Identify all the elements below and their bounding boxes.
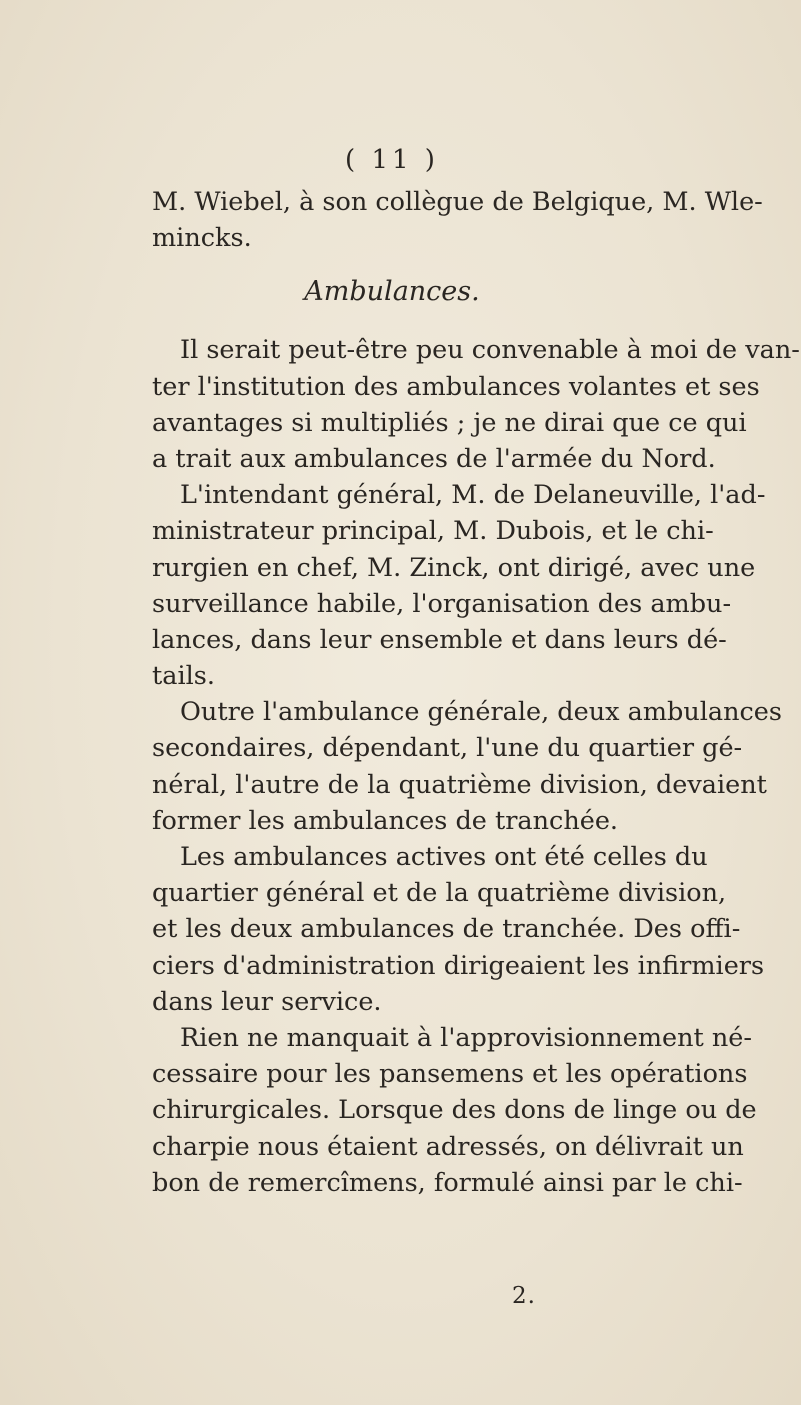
opening-paragraph [152,184,763,256]
paragraph-line: ciers d'administration dirigeaient les infirmiers [152,950,765,981]
paragraph-line: néral, l'autre de la quatrième division, devaient [152,769,767,800]
paragraph-line: Il serait peut-être peu convenable à moi de van- [180,335,800,366]
paragraph-line: secondaires, dépendant, l'une du quartier gé- [152,733,743,764]
paragraph [152,332,800,477]
paragraph-line: charpie nous étaient adressés, on délivrait un [152,1131,744,1162]
paragraph-line: Les ambulances actives ont été celles du [180,842,708,872]
paragraph-line: rurgien en chef, M. Zinck, ont dirigé, avec une [152,552,756,583]
paragraph-line: lances, dans leur ensemble et dans leurs dé- [152,624,727,655]
page-number: ( 11 ) [345,145,439,175]
paragraph [152,477,766,694]
paragraph-line: chirurgicales. Lorsque des dons de linge ou de [152,1095,757,1126]
paragraph-line: Rien ne manquait à l'approvisionnement né- [180,1022,752,1053]
paragraph-line: ter l'institution des ambulances volantes et ses [152,371,760,402]
opening-line: M. Wiebel, à son collègue de Belgique, M. Wle- [152,187,763,217]
text-block [152,140,800,1201]
paragraph-line: ministrateur principal, M. Dubois, et le chi- [152,516,714,547]
paragraph-line: bon de remercîmens, formulé ainsi par le chi- [152,1167,743,1198]
paragraph-line: et les deux ambulances de tranchée. Des offi- [152,914,741,945]
signature-mark: 2. [512,1283,536,1309]
paragraph [152,1020,757,1201]
paragraph-line: tails. [152,661,215,692]
body-paragraphs [152,332,800,1201]
paragraph-line: surveillance habile, l'organisation des ambu- [152,588,732,619]
paragraph-line: avantages si multipliés ; je ne dirai que ce qui [152,407,747,438]
paragraph-line: quartier général et de la quatrième division, [152,878,727,909]
opening-line: mincks. [152,223,252,254]
paragraph-line: dans leur service. [152,986,382,1017]
paragraph-line: Outre l'ambulance générale, deux ambulances [180,697,782,728]
paragraph-line: a trait aux ambulances de l'armée du Nord. [152,443,716,474]
paragraph [152,694,782,839]
paragraph-line: cessaire pour les pansemens et les opérations [152,1059,748,1090]
section-heading: Ambulances. [304,276,480,308]
paragraph-line: L'intendant général, M. de Delaneuville, l'ad- [180,480,766,511]
paragraph [152,839,765,1020]
paragraph-line: former les ambulances de tranchée. [152,805,619,836]
